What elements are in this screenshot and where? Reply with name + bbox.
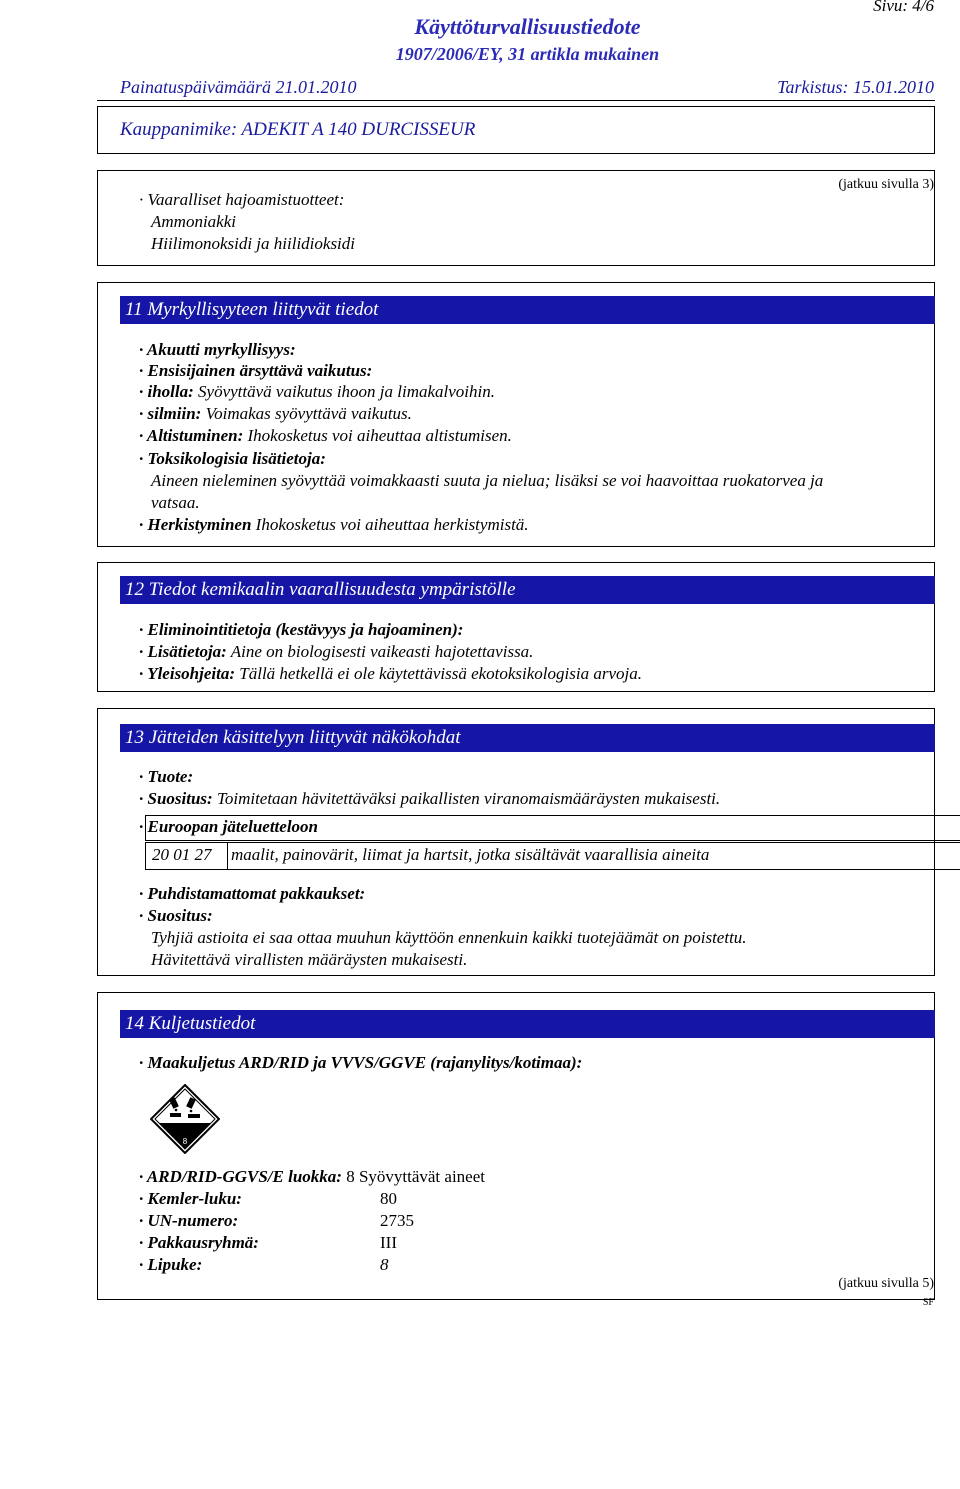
decomposition-item-2: Hiilimonoksidi ja hiilidioksidi — [151, 234, 355, 253]
page-number: Sivu: 4/6 — [873, 0, 934, 15]
decomposition-label: · Vaaralliset hajoamistuotteet: — [139, 190, 345, 209]
corrosive-hazard-icon — [150, 1084, 220, 1154]
additional-info-label: · Lisätietoja: — [139, 642, 227, 661]
recommendation-2-line-2: Hävitettävä virallisten määräysten mukaisesti. — [151, 950, 468, 969]
adr-class-value: 8 Syövyttävät aineet — [346, 1167, 485, 1186]
document-subtitle: 1907/2006/EY, 31 artikla mukainen — [395, 44, 660, 64]
recommendation-2-line-1: Tyhjiä astioita ei saa ottaa muuhun käyttöön ennenkuin kaikki tuotejäämät on poistettu. — [151, 928, 747, 947]
header-rule — [97, 100, 935, 101]
revision-date: Tarkistus: 15.01.2010 — [777, 77, 934, 97]
packing-group-label: · Pakkausryhmä: — [139, 1233, 259, 1252]
recommendation-2-label: · Suositus: — [139, 906, 213, 925]
kemler-label: · Kemler-luku: — [139, 1189, 242, 1208]
packaging-label: · Puhdistamattomat pakkaukset: — [139, 884, 366, 903]
adr-class-label: · ARD/RID-GGVS/E luokka: — [139, 1167, 342, 1186]
language-code: SF — [922, 1297, 934, 1308]
hazard-label-number: 8 — [182, 1137, 188, 1146]
skin-label: · iholla: — [139, 382, 194, 401]
section-14-box — [97, 992, 935, 1300]
exposure — [139, 426, 512, 446]
general-notes-label: · Yleisohjeita: — [139, 664, 236, 683]
skin-value: Syövyttävä vaikutus ihoon ja limakalvoihin. — [198, 382, 496, 401]
additional-info — [139, 642, 533, 662]
sensitisation-value: Ihokosketus voi aiheuttaa herkistymistä. — [255, 515, 529, 534]
recommendation — [139, 789, 720, 809]
print-date: Painatuspäivämäärä 21.01.2010 — [120, 77, 357, 97]
euro-waste-title: · Euroopan jäteluetteloon — [139, 817, 318, 836]
tox-label: · Toksikologisia lisätietoja: — [139, 449, 326, 468]
eye-value: Voimakas syövyttävä vaikutus. — [205, 404, 412, 423]
primary-irritation-label: · Ensisijainen ärsyttävä vaikutus: — [139, 361, 373, 380]
tox-value-2: vatsaa. — [151, 493, 200, 512]
un-number-value: 2735 — [380, 1211, 414, 1230]
product-label: · Tuote: — [139, 767, 194, 786]
un-number-label: · UN-numero: — [139, 1211, 239, 1230]
euro-waste-divider — [227, 842, 228, 870]
section-13-title: 13 Jätteiden käsittelyyn liittyvät näkökohdat — [120, 724, 935, 752]
recommendation-label: · Suositus: — [139, 789, 213, 808]
recommendation-value: Toimitetaan hävitettäväksi paikallisten viranomaismääräysten mukaisesti. — [216, 789, 721, 808]
sensitisation — [139, 515, 529, 535]
general-notes — [139, 664, 642, 684]
exposure-label: · Altistuminen: — [139, 426, 244, 445]
sensitisation-label: · Herkistyminen — [139, 515, 252, 534]
land-transport-label: · Maakuljetus ARD/RID ja VVVS/GGVE (rajanylitys/kotimaa): — [139, 1053, 583, 1072]
skin-effect — [139, 382, 495, 402]
section-14-title: 14 Kuljetustiedot — [120, 1010, 935, 1038]
acute-toxicity-label: · Akuutti myrkyllisyys: — [139, 340, 296, 359]
elimination-label: · Eliminointitietoja (kestävyys ja hajoaminen): — [139, 620, 464, 639]
decomposition-item-1: Ammoniakki — [151, 212, 236, 231]
eye-effect — [139, 404, 412, 424]
section-12-title: 12 Tiedot kemikaalin vaarallisuudesta ympäristölle — [120, 576, 935, 604]
document-title: Käyttöturvallisuustiedote — [414, 14, 641, 39]
packing-group-value: III — [380, 1233, 397, 1252]
additional-info-value: Aine on biologisesti vaikeasti hajotettavissa. — [230, 642, 534, 661]
tox-value-1: Aineen nieleminen syövyttää voimakkaasti suuta ja nielua; lisäksi se voi haavoittaa ruokatorvea ja — [151, 471, 824, 490]
continued-from: (jatkuu sivulla 3) — [838, 177, 934, 192]
section-11-title: 11 Myrkyllisyyteen liittyvät tiedot — [120, 296, 935, 324]
eye-label: · silmiin: — [139, 404, 202, 423]
continued-to: (jatkuu sivulla 5) — [838, 1276, 934, 1291]
lipuke-label: · Lipuke: — [139, 1255, 203, 1274]
euro-waste-code: 20 01 27 — [152, 845, 212, 864]
euro-waste-description: maalit, painovärit, liimat ja hartsit, jotka sisältävät vaarallisia aineita — [231, 845, 710, 864]
lipuke-value: 8 — [380, 1255, 389, 1274]
trade-name: Kauppanimike: ADEKIT A 140 DURCISSEUR — [120, 119, 476, 140]
exposure-value: Ihokosketus voi aiheuttaa altistumisen. — [247, 426, 512, 445]
kemler-value: 80 — [380, 1189, 397, 1208]
general-notes-value: Tällä hetkellä ei ole käytettävissä ekotoksikologisia arvoja. — [239, 664, 642, 683]
adr-class — [139, 1167, 485, 1187]
